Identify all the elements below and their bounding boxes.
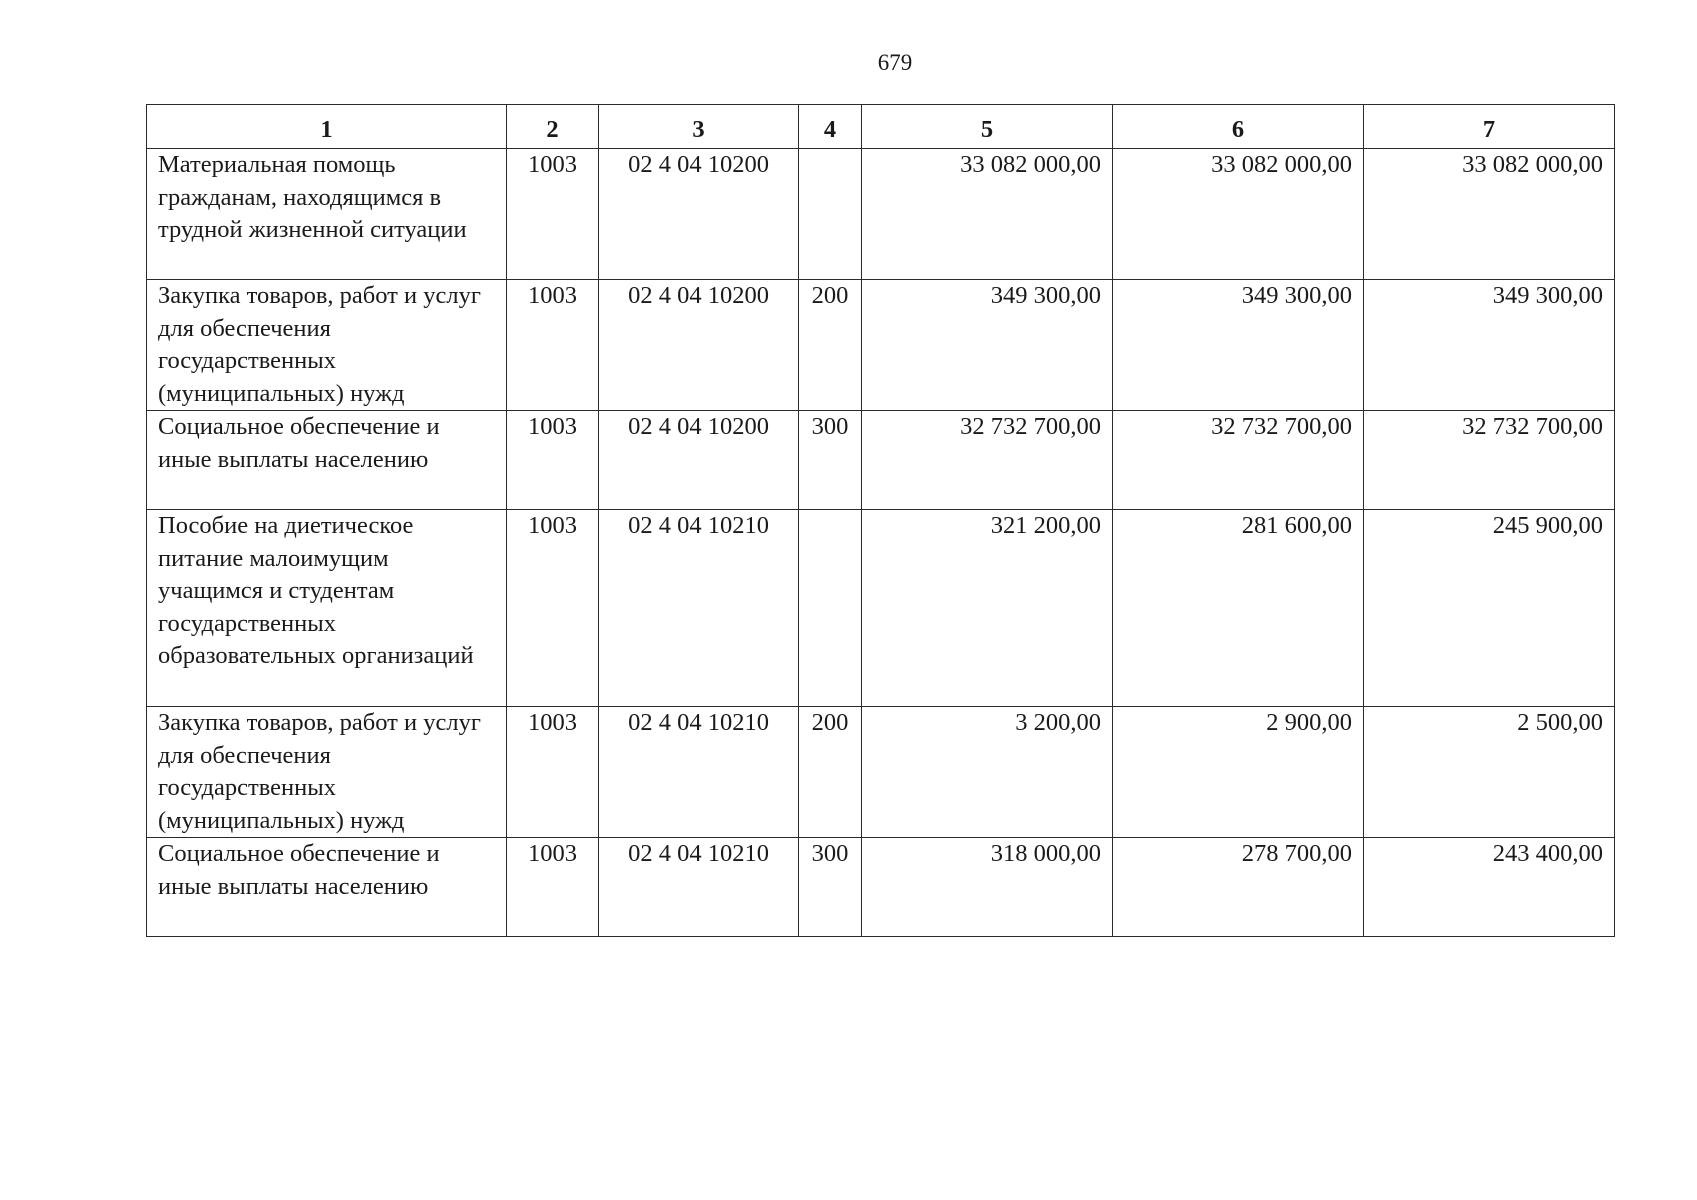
row-section: 1003 bbox=[507, 149, 599, 280]
row-value-3: 243 400,00 bbox=[1364, 838, 1615, 937]
page-number: 679 bbox=[877, 50, 913, 75]
row-value-1: 33 082 000,00 bbox=[862, 149, 1113, 280]
row-value-2: 349 300,00 bbox=[1113, 280, 1364, 411]
column-header: 2 bbox=[507, 105, 599, 149]
column-header: 7 bbox=[1364, 105, 1615, 149]
row-name: Закупка товаров, работ и услуг для обеспечения государственных (муниципальных) нужд bbox=[147, 707, 507, 838]
row-value-1: 321 200,00 bbox=[862, 510, 1113, 707]
column-header: 5 bbox=[862, 105, 1113, 149]
column-header: 1 bbox=[147, 105, 507, 149]
row-target: 02 4 04 10210 bbox=[599, 838, 799, 937]
table-row bbox=[147, 411, 1615, 510]
row-target: 02 4 04 10210 bbox=[599, 707, 799, 838]
row-value-1: 3 200,00 bbox=[862, 707, 1113, 838]
table-row bbox=[147, 510, 1615, 707]
row-name: Материальная помощь гражданам, находящимся в трудной жизненной ситуации bbox=[147, 149, 507, 280]
header-row bbox=[147, 105, 1615, 149]
row-expense-type bbox=[799, 510, 862, 707]
row-value-3: 2 500,00 bbox=[1364, 707, 1615, 838]
row-expense-type: 200 bbox=[799, 707, 862, 838]
row-value-2: 281 600,00 bbox=[1113, 510, 1364, 707]
row-target: 02 4 04 10200 bbox=[599, 411, 799, 510]
row-value-3: 349 300,00 bbox=[1364, 280, 1615, 411]
budget-table bbox=[146, 104, 1615, 937]
row-section: 1003 bbox=[507, 707, 599, 838]
row-name: Пособие на диетическое питание малоимущим учащимся и студентам государственных образовательных организаций bbox=[147, 510, 507, 707]
row-value-2: 2 900,00 bbox=[1113, 707, 1364, 838]
row-section: 1003 bbox=[507, 280, 599, 411]
column-header: 6 bbox=[1113, 105, 1364, 149]
row-section: 1003 bbox=[507, 510, 599, 707]
row-value-3: 32 732 700,00 bbox=[1364, 411, 1615, 510]
row-section: 1003 bbox=[507, 411, 599, 510]
row-value-2: 32 732 700,00 bbox=[1113, 411, 1364, 510]
row-expense-type: 300 bbox=[799, 838, 862, 937]
row-section: 1003 bbox=[507, 838, 599, 937]
row-value-2: 278 700,00 bbox=[1113, 838, 1364, 937]
row-target: 02 4 04 10200 bbox=[599, 149, 799, 280]
row-value-3: 33 082 000,00 bbox=[1364, 149, 1615, 280]
row-target: 02 4 04 10200 bbox=[599, 280, 799, 411]
row-value-3: 245 900,00 bbox=[1364, 510, 1615, 707]
table-row bbox=[147, 707, 1615, 838]
column-header: 4 bbox=[799, 105, 862, 149]
row-value-2: 33 082 000,00 bbox=[1113, 149, 1364, 280]
row-value-1: 318 000,00 bbox=[862, 838, 1113, 937]
row-value-1: 32 732 700,00 bbox=[862, 411, 1113, 510]
row-expense-type: 200 bbox=[799, 280, 862, 411]
column-header: 3 bbox=[599, 105, 799, 149]
row-expense-type: 300 bbox=[799, 411, 862, 510]
row-expense-type bbox=[799, 149, 862, 280]
row-name: Закупка товаров, работ и услуг для обеспечения государственных (муниципальных) нужд bbox=[147, 280, 507, 411]
table-row bbox=[147, 838, 1615, 937]
table-row bbox=[147, 280, 1615, 411]
row-name: Социальное обеспечение и иные выплаты населению bbox=[147, 838, 507, 937]
row-target: 02 4 04 10210 bbox=[599, 510, 799, 707]
row-value-1: 349 300,00 bbox=[862, 280, 1113, 411]
row-name: Социальное обеспечение и иные выплаты населению bbox=[147, 411, 507, 510]
table-row bbox=[147, 149, 1615, 280]
